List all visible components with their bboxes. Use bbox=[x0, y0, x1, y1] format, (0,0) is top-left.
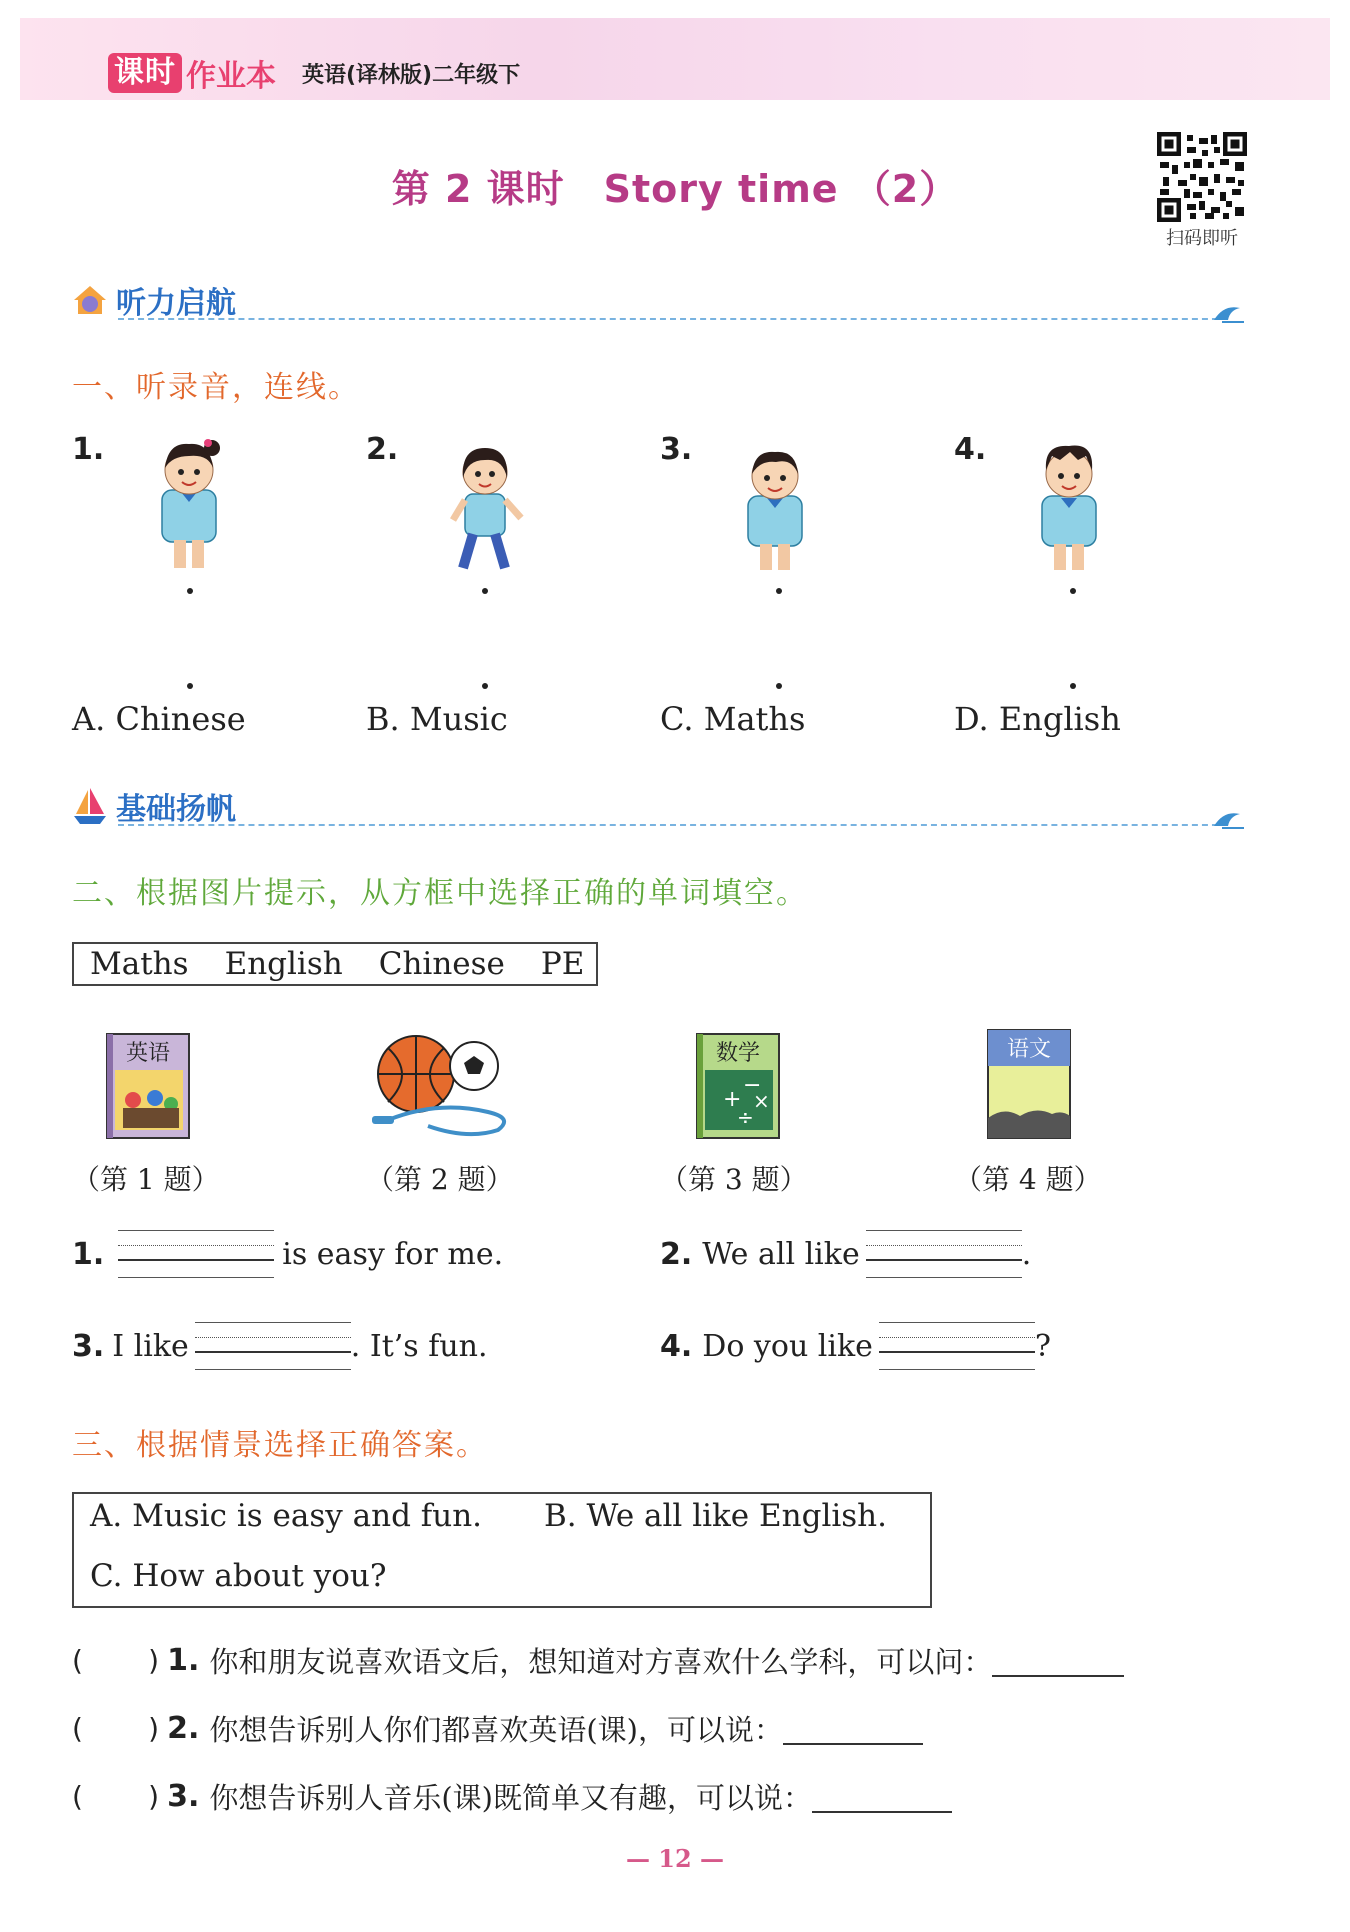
picture-number: 3. bbox=[660, 432, 693, 467]
image-caption: （第 2 题） bbox=[366, 1163, 514, 1196]
option-a: A. Chinese bbox=[72, 700, 246, 738]
english-book-picture bbox=[103, 1030, 193, 1142]
brand bbox=[108, 52, 520, 94]
picture-number: 2. bbox=[366, 432, 399, 467]
fill-sentence-3 bbox=[72, 1322, 488, 1370]
sentence-before: Do you like bbox=[702, 1328, 873, 1364]
choice-b: B. We all like English. bbox=[544, 1498, 887, 1534]
answer-paren[interactable]: ( ) bbox=[72, 1780, 160, 1813]
choice-a: A. Music is easy and fun. bbox=[90, 1498, 483, 1534]
picture-number: 1. bbox=[72, 432, 105, 467]
section-divider bbox=[118, 824, 1228, 826]
ball-and-rope-picture bbox=[368, 1030, 516, 1142]
word-box bbox=[72, 942, 598, 986]
sentence-before: We all like bbox=[702, 1236, 860, 1272]
image-caption: （第 4 题） bbox=[954, 1163, 1102, 1196]
svg-text:−: − bbox=[743, 1073, 762, 1098]
answer-line[interactable] bbox=[812, 1811, 952, 1813]
match-dot[interactable] bbox=[1070, 683, 1076, 689]
choice-c: C. How about you? bbox=[90, 1558, 387, 1594]
walking-girl-picture bbox=[445, 438, 529, 572]
book-subtitle: 英语(译林版)二年级下 bbox=[302, 62, 521, 88]
item-text: 你想告诉别人你们都喜欢英语(课)，可以说： bbox=[209, 1713, 783, 1747]
sentence-after: is easy for me. bbox=[282, 1236, 504, 1272]
option-d: D. English bbox=[954, 700, 1121, 738]
situation-item-3 bbox=[72, 1776, 952, 1817]
lesson-title: 第 2 课时 Story time （2） bbox=[391, 167, 959, 211]
chinese-book-picture bbox=[984, 1026, 1074, 1142]
answer-paren[interactable]: ( ) bbox=[72, 1712, 160, 1745]
sentence-number: 1. bbox=[72, 1236, 105, 1272]
item-number: 2. bbox=[167, 1711, 200, 1746]
sentence-number: 3. bbox=[72, 1328, 105, 1364]
word-option: English bbox=[224, 946, 343, 982]
qr-label: 扫码即听 bbox=[1166, 228, 1238, 249]
match-dot[interactable] bbox=[187, 588, 193, 594]
answer-blank[interactable] bbox=[866, 1230, 1022, 1278]
word-option: PE bbox=[540, 946, 585, 982]
section-basics-header bbox=[72, 784, 236, 828]
sailboat-icon bbox=[72, 786, 108, 826]
match-dot[interactable] bbox=[482, 683, 488, 689]
answer-line[interactable] bbox=[992, 1675, 1124, 1677]
answer-line[interactable] bbox=[783, 1743, 923, 1745]
sentence-number: 4. bbox=[660, 1328, 693, 1364]
sentence-before: I like bbox=[112, 1328, 189, 1364]
sentence-after: ? bbox=[1034, 1328, 1052, 1364]
match-dot[interactable] bbox=[1070, 588, 1076, 594]
match-dot[interactable] bbox=[776, 588, 782, 594]
situation-item-2 bbox=[72, 1708, 923, 1749]
item-number: 3. bbox=[167, 1779, 200, 1814]
sentence-after: . It’s fun. bbox=[350, 1328, 488, 1364]
section-divider bbox=[118, 318, 1228, 320]
fill-sentence-4 bbox=[660, 1322, 1051, 1370]
situation-item-1 bbox=[72, 1640, 1124, 1681]
answer-blank[interactable] bbox=[879, 1322, 1035, 1370]
sentence-after: . bbox=[1021, 1236, 1032, 1272]
image-caption: （第 3 题） bbox=[660, 1163, 808, 1196]
qr-code-icon[interactable] bbox=[1157, 132, 1247, 222]
page-number: — 12 — bbox=[625, 1844, 725, 1873]
question-2-title: 二、根据图片提示，从方框中选择正确的单词填空。 bbox=[72, 876, 808, 911]
wave-icon bbox=[1212, 806, 1246, 830]
image-caption: （第 1 题） bbox=[72, 1163, 220, 1196]
word-option: Maths bbox=[90, 946, 189, 982]
maths-book-picture bbox=[693, 1030, 783, 1142]
fill-sentence-1 bbox=[72, 1230, 503, 1278]
item-text: 你和朋友说喜欢语文后，想知道对方喜欢什么学科，可以问： bbox=[209, 1645, 993, 1679]
svg-text:+: + bbox=[723, 1087, 742, 1112]
wave-icon bbox=[1212, 300, 1246, 324]
section-listening-header bbox=[72, 278, 236, 322]
question-1-title: 一、听录音，连线。 bbox=[72, 370, 360, 405]
picture-number: 4. bbox=[954, 432, 987, 467]
svg-text:÷: ÷ bbox=[737, 1105, 754, 1129]
option-b: B. Music bbox=[366, 700, 508, 738]
book-label: 数学 bbox=[715, 1041, 761, 1066]
svg-text:×: × bbox=[753, 1089, 770, 1113]
section-basics-title: 基础扬帆 bbox=[116, 792, 236, 827]
item-number: 1. bbox=[167, 1643, 200, 1678]
match-dot[interactable] bbox=[776, 683, 782, 689]
brand-logo: 课时 bbox=[108, 53, 182, 93]
brand-suffix: 作业本 bbox=[186, 59, 276, 94]
match-dot[interactable] bbox=[187, 683, 193, 689]
answer-blank[interactable] bbox=[195, 1322, 351, 1370]
choice-box bbox=[72, 1492, 932, 1608]
girl-picture bbox=[148, 430, 230, 570]
word-option: Chinese bbox=[378, 946, 505, 982]
sentence-number: 2. bbox=[660, 1236, 693, 1272]
section-listening-title: 听力启航 bbox=[116, 286, 236, 321]
option-c: C. Maths bbox=[660, 700, 806, 738]
answer-paren[interactable]: ( ) bbox=[72, 1644, 160, 1677]
fill-sentence-2 bbox=[660, 1230, 1031, 1278]
question-3-title: 三、根据情景选择正确答案。 bbox=[72, 1428, 488, 1463]
item-text: 你想告诉别人音乐(课)既简单又有趣，可以说： bbox=[209, 1781, 812, 1815]
book-label: 英语 bbox=[125, 1041, 171, 1066]
book-label: 语文 bbox=[1006, 1037, 1052, 1062]
house-icon bbox=[72, 282, 108, 318]
answer-blank[interactable] bbox=[118, 1230, 274, 1278]
boy-picture-2 bbox=[1030, 436, 1108, 572]
boy-picture bbox=[736, 440, 814, 572]
match-dot[interactable] bbox=[482, 588, 488, 594]
